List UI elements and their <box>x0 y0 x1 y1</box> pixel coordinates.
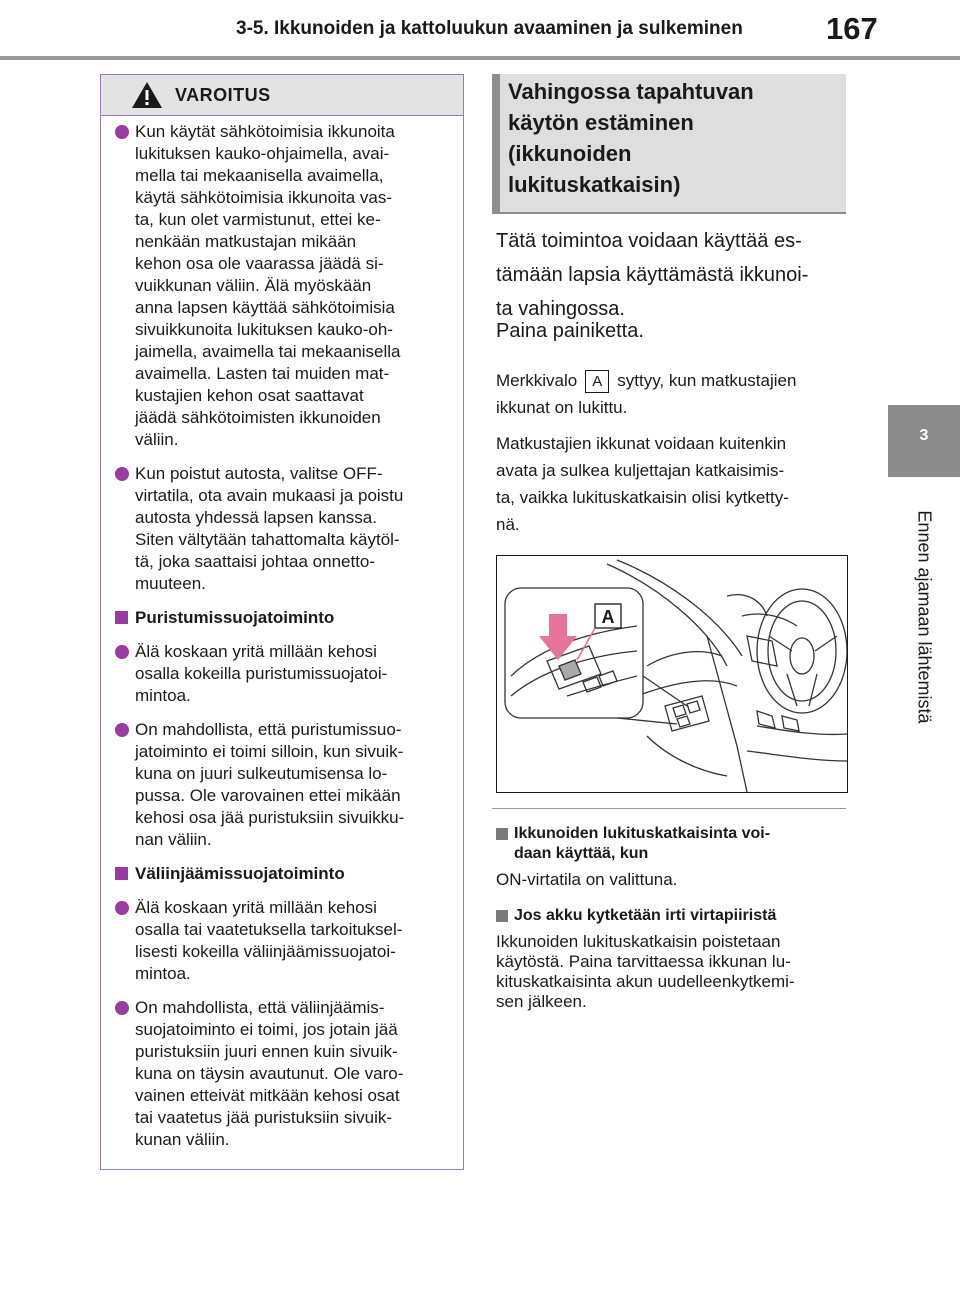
text-line: jaimella, avaimella tai mekaanisella <box>135 342 401 361</box>
indicator-text: Merkkivalo A syttyy, kun matkustajien ikkunat on lukittu. <box>496 371 797 417</box>
warning-triangle-icon <box>131 81 163 109</box>
text-line: (ikkunoiden <box>508 141 632 166</box>
text-line: Kun poistut autosta, valitse OFF- <box>135 464 383 483</box>
warning-item <box>113 641 453 707</box>
text-line: tämään lapsia käyttämästä ikkunoi- <box>496 264 809 286</box>
text-line: daan käyttää, kun <box>514 845 649 862</box>
warning-item <box>113 719 453 851</box>
warning-item <box>113 121 453 451</box>
text-line: osalla kokeilla puristumissuojatoi- <box>135 664 388 683</box>
text-line: Ikkunoiden lukituskatkaisin poistetaan <box>496 932 781 951</box>
label-a-marker: A <box>585 370 609 393</box>
text-line: avata ja sulkea kuljettajan katkaisimis- <box>496 461 785 480</box>
header-title: 3-5. Ikkunoiden ja kattoluukun avaaminen ja sulkeminen <box>236 18 743 39</box>
warning-item <box>113 997 453 1151</box>
warning-box <box>100 74 464 1170</box>
square-bullet-icon <box>496 910 508 922</box>
text-line: kustajien kehon osat saattavat <box>135 386 364 405</box>
figure-rule <box>492 808 846 809</box>
bullet-icon <box>115 125 129 139</box>
text-line: kuna on juuri sulkeutumisensa lo- <box>135 764 388 783</box>
warning-title: VAROITUS <box>175 85 271 105</box>
text-line: käytöstä. Paina tarvittaessa ikkunan lu- <box>496 952 791 971</box>
text-line: On mahdollista, että puristumissuo- <box>135 720 402 739</box>
square-bullet-icon <box>115 611 128 624</box>
text-line: lisesti kokeilla väliinjäämissuojatoi- <box>135 942 396 961</box>
warning-section-title: Väliinjäämissuojatoiminto <box>113 863 453 885</box>
text-line: vuikkunan väliin. Älä myöskään <box>135 276 372 295</box>
subsection-text <box>496 932 846 1012</box>
text-line: ta, kun olet varmistunut, ettei ke- <box>135 210 381 229</box>
bullet-icon <box>115 901 129 915</box>
subsection-title <box>496 824 846 864</box>
text-line: kituskatkaisinta akun uudelleenkytkemi- <box>496 972 795 991</box>
text-line: väliin. <box>135 430 179 449</box>
text-line: ta vahingossa. <box>496 298 625 320</box>
heading-bar <box>492 74 500 212</box>
figure-label-a: A <box>601 607 615 627</box>
text-line: Tätä toimintoa voidaan käyttää es- <box>496 230 802 252</box>
text-line: pussa. Ole varovainen ettei mikään <box>135 786 401 805</box>
note-text <box>496 430 846 538</box>
text-line: Vahingossa tapahtuvan <box>508 79 754 104</box>
text-line: Älä koskaan yritä millään kehosi <box>135 898 377 917</box>
bullet-icon <box>115 645 129 659</box>
text-line: kehon osa ole vaarassa jäädä si- <box>135 254 384 273</box>
square-bullet-icon <box>115 867 128 880</box>
text-line: vainen etteivät mitkään kehosi osat <box>135 1086 400 1105</box>
text-line: anna lapsen käyttää sähkötoimisia <box>135 298 395 317</box>
text-line: sivuikkunoita lukituksen kauko-oh- <box>135 320 393 339</box>
text-line: avaimella. Lasten tai muiden mat- <box>135 364 390 383</box>
text-line: sen jälkeen. <box>496 992 587 1011</box>
press-instruction: Paina painiketta. <box>496 320 644 342</box>
text-line: puristuksiin juuri ennen kuin sivuik- <box>135 1042 398 1061</box>
text-line: Kun käytät sähkötoimisia ikkunoita <box>135 122 395 141</box>
subsection-title: Jos akku kytketään irti virtapiiristä <box>496 906 846 926</box>
text-line: nenkään matkustajan mikään <box>135 232 357 251</box>
text-line: Siten vältytään tahattomalta käytöl- <box>135 530 400 549</box>
text-line: Ikkunoiden lukituskatkaisinta voi- <box>514 825 771 842</box>
text-line: käytön estäminen <box>508 110 694 135</box>
dashboard-drawing <box>497 556 847 792</box>
text-line: kuna on täysin avautunut. Ole varo- <box>135 1064 404 1083</box>
warning-item <box>113 463 453 595</box>
bullet-icon <box>115 1001 129 1015</box>
text-line: Älä koskaan yritä millään kehosi <box>135 642 377 661</box>
text-line: mintoa. <box>135 686 191 705</box>
text-line: mintoa. <box>135 964 191 983</box>
text-line: autosta yhdessä lapsen kanssa. <box>135 508 377 527</box>
warning-section-title: Puristumissuojatoiminto <box>113 607 453 629</box>
text-line: käytä sähkötoimisia ikkunoita vas- <box>135 188 393 207</box>
text-line: On mahdollista, että väliinjäämis- <box>135 998 385 1017</box>
text-line: osalla tai vaatetuksella tarkoituksel- <box>135 920 403 939</box>
text-line: Matkustajien ikkunat voidaan kuitenkin <box>496 434 787 453</box>
page-number: 167 <box>826 11 878 46</box>
text-line: jäädä sähkötoimisten ikkunoiden <box>135 408 381 427</box>
page-header <box>0 0 960 60</box>
text-line: mella tai mekaanisella avaimella, <box>135 166 384 185</box>
text-line: suojatoiminto ei toimi, jos jotain jää <box>135 1020 398 1039</box>
square-bullet-icon <box>496 828 508 840</box>
text-line: tai vaatetus jää puristuksiin sivuik- <box>135 1108 393 1127</box>
intro-text <box>496 224 846 326</box>
text-line: jatoiminto ei toimi silloin, kun sivuik- <box>135 742 404 761</box>
window-lock-switch-illustration <box>496 555 848 793</box>
text-line: kunan väliin. <box>135 1130 230 1149</box>
text-line: nan väliin. <box>135 830 212 849</box>
text-line: lukituskatkaisin) <box>508 172 681 197</box>
bullet-icon <box>115 467 129 481</box>
text-line: tä, joka saattaisi johtaa onnetto- <box>135 552 376 571</box>
chapter-title: Ennen ajamaan lähtemistä <box>914 510 935 724</box>
chapter-tab <box>888 405 960 477</box>
warning-item <box>113 897 453 985</box>
header-rule <box>0 56 960 60</box>
section-heading-box <box>492 74 846 212</box>
text-line: kehosi osa jää puristuksiin sivuikku- <box>135 808 405 827</box>
subsection-text: ON-virtatila on valittuna. <box>496 870 678 889</box>
text-line: nä. <box>496 515 520 534</box>
bullet-icon <box>115 723 129 737</box>
text-line: muuteen. <box>135 574 206 593</box>
text-line: virtatila, ota avain mukaasi ja poistu <box>135 486 404 505</box>
section-heading <box>508 76 838 200</box>
text-line: ta, vaikka lukituskatkaisin olisi kytketty- <box>496 488 789 507</box>
text-line: lukituksen kauko-ohjaimella, avai- <box>135 144 390 163</box>
warning-header <box>101 75 463 116</box>
heading-rule <box>492 212 846 214</box>
chapter-number: 3 <box>919 427 929 444</box>
warning-content <box>113 121 453 1163</box>
